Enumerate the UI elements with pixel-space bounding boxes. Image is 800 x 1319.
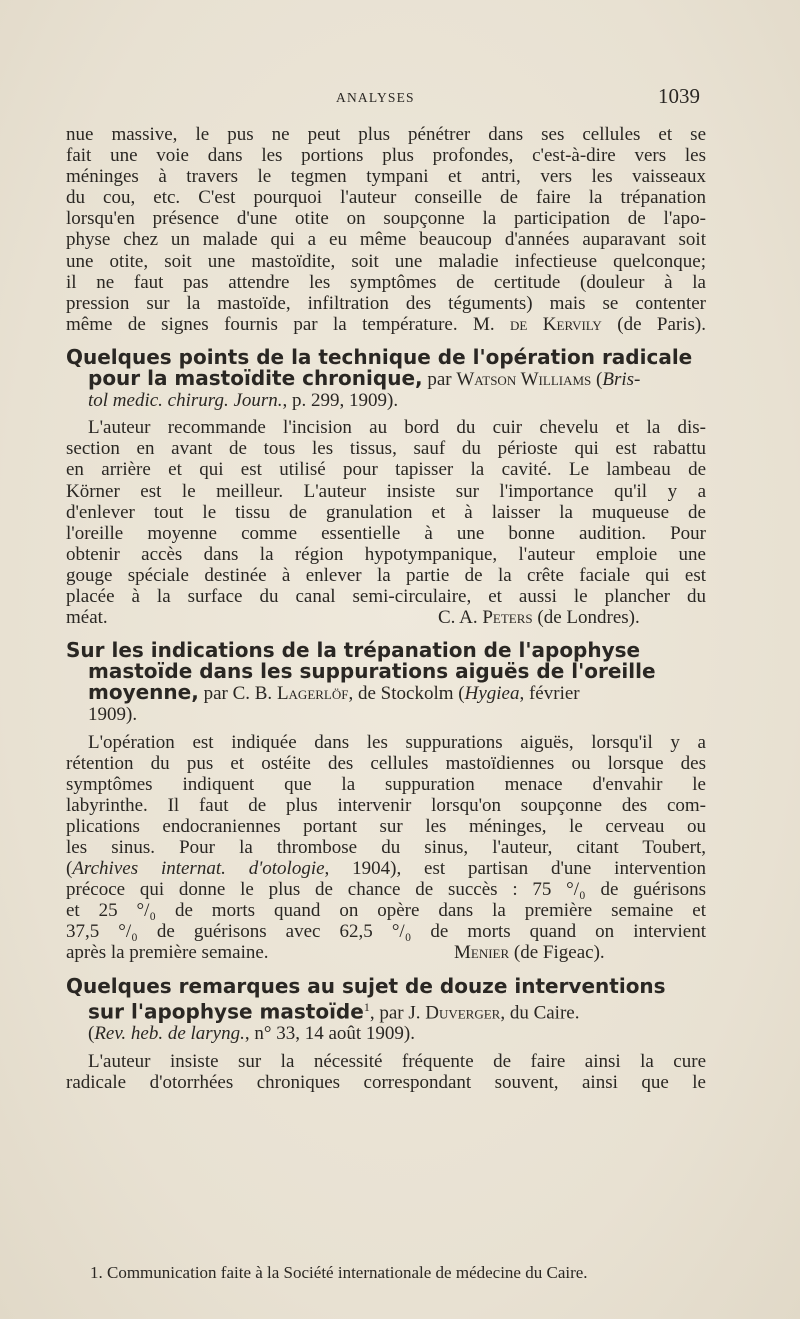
text-line: 37,5 °/₀ de guérisons avec 62,5 °/₀ de morts quand on intervient [66, 921, 706, 943]
article-title: Quelques points de la technique de l'opération radicale [66, 344, 693, 369]
text-line: placée à la surface du canal semi-circulaire, et aussi le plancher du [66, 585, 706, 607]
page-number: 1039 [658, 84, 700, 108]
author-name: Lagerlöf [276, 683, 349, 705]
text-line: physe chez un malade qui a eu même beaucoup d'années auparavant soit [66, 229, 706, 251]
text-line: nue massive, le pus ne peut plus pénétrer dans ses cellules et se [66, 124, 706, 145]
text-span: même de signes fournis par la température. M. [66, 313, 511, 335]
text-span: , février [519, 683, 580, 705]
text-line: labyrinthe. Il faut de plus intervenir lorsqu'on soupçonne des com- [66, 794, 706, 816]
text-line: symptômes indiquent que la suppuration menace d'envahir le [66, 773, 706, 795]
author-name: Duverger [425, 1002, 501, 1024]
text-line: les sinus. Pour la thrombose du sinus, l'auteur, citant Toubert, [66, 837, 706, 858]
journal-name: Archives internat. d'otologie [72, 858, 325, 880]
text-line: d'enlever tout le tissu de granulation et à laisser la muqueuse de [66, 501, 706, 523]
text-span: , par J. [369, 1002, 426, 1024]
text-line: et 25 °/₀ de morts quand on opère dans la première semaine et [66, 900, 706, 922]
text-line: il ne faut pas attendre les symptômes de certitude (douleur à la [66, 271, 706, 293]
text-line: gouge spéciale destinée à enlever la partie de la crête faciale qui est [66, 564, 706, 586]
article-title-line [66, 368, 706, 390]
text-line: L'opération est indiquée dans les suppurations aiguës, lorsqu'il y a [88, 731, 706, 753]
text-line: précoce qui donne le plus de chance de succès : 75 °/₀ de guérisons [66, 879, 706, 901]
text-line: lorsqu'en présence d'une otite on soupçonne la participation de l'apo- [66, 208, 706, 230]
text-line-signature [66, 942, 706, 963]
citation-line [66, 1023, 706, 1044]
author-name: Watson Williams [456, 369, 592, 391]
text-span: ( [591, 369, 603, 391]
text-line: pression sur la mastoïde, infiltration des téguments) mais se contenter [66, 292, 706, 314]
text-line-signature [66, 607, 706, 628]
text-span: par [422, 369, 457, 391]
text-span: C. A. [438, 607, 483, 629]
text-line: une otite, soit une mastoïdite, soit une maladie infectieuse quelconque; [66, 250, 706, 272]
page-header [66, 84, 706, 114]
author-name: de Kervily [510, 313, 602, 335]
footnote: 1. Communication faite à la Société internationale de médecine du Caire. [90, 1263, 588, 1282]
article-title: Quelques remarques au sujet de douze interventions [66, 973, 666, 998]
text-span: par C. B. [198, 683, 277, 705]
text-line [66, 858, 706, 879]
text-line: Körner est le meilleur. L'auteur insiste sur l'importance qu'il y a [66, 480, 706, 502]
signature [438, 607, 640, 628]
paragraph-continued [66, 124, 706, 335]
text-span: , de Stockolm ( [348, 683, 465, 705]
text-span: , du Caire. [500, 1002, 580, 1024]
page-body [66, 124, 706, 1093]
author-name: Menier [454, 942, 510, 964]
title-text: sur l'apophyse mastoïde [88, 999, 364, 1024]
text-line: du cou, etc. C'est pourquoi l'auteur conseille de faire la trépanation [66, 187, 706, 209]
text-line: radicale d'otorrhées chroniques correspondant souvent, ainsi que le [66, 1071, 706, 1093]
text-line: en arrière et qui est utilisé pour tapisser la cavité. Le lambeau de [66, 459, 706, 481]
article-title-line [66, 997, 706, 1024]
title-text: pour la mastoïdite chronique, [88, 366, 423, 391]
citation-line [66, 390, 706, 411]
journal-name: Hygiea [464, 683, 520, 705]
article-title: mastoïde dans les suppurations aiguës de l'oreille [88, 659, 656, 684]
journal-name: Rev. heb. de laryng. [94, 1023, 245, 1045]
text-span: , 1904), est partisan d'une intervention [324, 858, 706, 880]
journal-name: tol medic. chirurg. Journ. [88, 390, 283, 412]
text-span: méat. [66, 607, 108, 629]
text-span: (de Figeac). [509, 942, 605, 964]
article-lagerlof [66, 640, 706, 963]
signature [454, 942, 605, 963]
journal-name: Bris- [602, 369, 641, 391]
text-line: rétention du pus et ostéite des cellules mastoïdiennes ou lorsque des [66, 752, 706, 774]
text-line: obtenir accès dans la région hypotympanique, l'auteur emploie une [66, 543, 706, 565]
footnote-marker[interactable]: 1 [363, 999, 370, 1014]
text-line-signature [66, 314, 706, 335]
running-head: ANALYSES [336, 90, 415, 105]
article-title: Sur les indications de la trépanation de l'apophyse [66, 638, 641, 663]
article-williams [66, 344, 706, 629]
text-line: fait une voie dans les portions plus profondes, c'est-à-dire vers les [66, 145, 706, 167]
text-line: section en avant de tous les tissus, sauf du périoste qui est rabattu [66, 438, 706, 460]
text-span: , n° 33, 14 août 1909). [244, 1023, 416, 1045]
text-line: L'auteur recommande l'incision au bord du cuir chevelu et la dis- [88, 417, 706, 439]
text-line: l'oreille moyenne comme essentielle à une bonne audition. Pour [66, 522, 706, 544]
article-duverger [66, 973, 706, 1093]
text-span: , p. 299, 1909). [282, 390, 399, 412]
text-line: méninges à travers le tegmen tympani et antri, vers les vaisseaux [66, 166, 706, 188]
text-span: (de Paris). [601, 313, 706, 335]
title-text: moyenne, [88, 680, 199, 705]
citation-line: 1909). [88, 704, 138, 726]
text-span: après la première semaine. [66, 942, 269, 964]
text-span: ( [66, 858, 73, 880]
author-name: Peters [482, 607, 533, 629]
text-line: plications endocraniennes portant sur les méninges, le cerveau ou [66, 815, 706, 837]
text-span: (de Londres). [532, 607, 640, 629]
article-title-line [66, 682, 706, 704]
text-line: L'auteur insiste sur la nécessité fréquente de faire ainsi la cure [88, 1050, 706, 1072]
text-span: ( [88, 1023, 95, 1045]
